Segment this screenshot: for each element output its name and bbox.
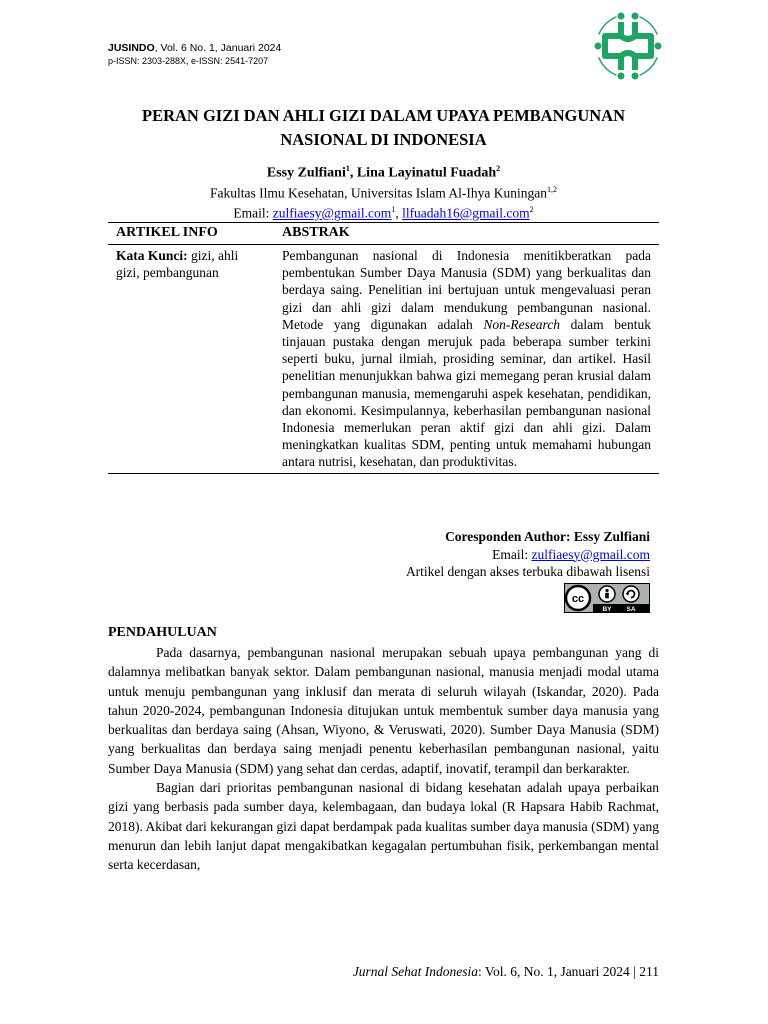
affiliation — [108, 185, 659, 202]
cc-label-sa: SA — [626, 605, 636, 613]
author-separator: , — [349, 165, 357, 181]
footer-journal: Jurnal Sehat Indonesia — [352, 964, 479, 979]
page-footer — [108, 964, 659, 980]
article-info-heading: ARTIKEL INFO — [116, 225, 218, 240]
affiliation-text: Fakultas Ilmu Kesehatan, Universitas Islam Al-Ihya Kuningan — [209, 185, 548, 201]
abstract-part: dalam bentuk tinjauan pustaka dengan merujuk pada beberapa sumber terkini seperti buku, jurnal ilmiah, prosiding seminar, dan artikel. Hasil penelitian menunjukkan bahwa gizi memegang peran krusial dalam pembangunan manusia, memengaruhi aspek kesehatan, pendidikan, dan ekonomi. Kesimpulannya, keberhasilan pembangunan nasional Indonesia memerlukan peran aktif gizi dan ahli gizi. Dalam meningkatkan kualitas SDM, penting untuk memahami hubungan antara nutrisi, kesehatan, dan produktivitas. — [282, 316, 651, 470]
sa-icon — [623, 586, 639, 602]
author-affil-mark: 1 — [345, 164, 350, 173]
keywords-list: gizi, ahli gizi, pembangunan — [116, 248, 239, 281]
journal-issue: , Vol. 6 No. 1, Januari 2024 — [154, 42, 282, 54]
journal-cross-logo — [588, 6, 668, 86]
journal-header — [108, 42, 281, 68]
abstract-text — [282, 247, 651, 471]
info-table-body — [108, 245, 659, 473]
paragraph: Pada dasarnya, pembangunan nasional merupakan sebuah upaya pembangunan yang di dalamnya melibatkan banyak sektor. Dalam pembangunan nasional, manusia menjadi modal utama untuk menuju pembangunan yang inklusif dan merata di seluruh wilayah (Iskandar, 2020). Pada tahun 2020-2024, pembangunan Indonesia ditujukan untuk membentuk sumber daya manusia yang berkualitas dan berdaya saing (Ahsan, Wiyono, & Veruswati, 2020). Sumber Daya Manusia (SDM) yang berkualitas dan berdaya saing menjadi penentu keberhasilan pembangunan nasional, yaitu Sumber Daya Manusia (SDM) yang sehat dan cerdas, adaptif, inovatif, terampil dan berkarakter. — [108, 645, 659, 776]
info-table-header — [108, 223, 659, 245]
correspondence-email — [108, 546, 650, 564]
journal-name: JUSINDO — [108, 42, 155, 54]
keywords — [108, 247, 282, 471]
author-list — [108, 164, 659, 182]
abstract-heading: ABSTRAK — [282, 225, 350, 240]
svg-text:cc: cc — [571, 592, 585, 605]
footer-issue: : Vol. 6, No. 1, Januari 2024 | — [478, 964, 640, 979]
journal-citation — [108, 42, 281, 55]
article-info-table — [108, 222, 659, 474]
body-text — [108, 643, 659, 875]
correspondence-email-link[interactable]: zulfiaesy@gmail.com — [531, 546, 650, 562]
article-title: PERAN GIZI DAN AHLI GIZI DALAM UPAYA PEMBANGUNAN NASIONAL DI INDONESIA — [142, 106, 625, 149]
corresponding-author: Coresponden Author: Essy Zulfiani — [445, 529, 650, 544]
correspondence-block — [108, 528, 650, 617]
email-separator: , — [395, 205, 403, 221]
license-text: Artikel dengan akses terbuka dibawah lisensi — [405, 564, 650, 579]
cc-label-by: BY — [602, 605, 612, 613]
email-link[interactable]: zulfiaesy@gmail.com — [272, 205, 392, 221]
cc-by-sa-badge[interactable] — [564, 583, 650, 613]
paragraph: Bagian dari prioritas pembangunan nasional di bidang kesehatan adalah upaya perbaikan gizi yang berbasis pada sumber daya, kelembagaan, dan budaya lokal (R Hapsara Habib Rachmat, 2018). Akibat dari kekurangan gizi dapat berdampak pada kualitas sumber daya manusia (SDM) yang menurun dan lebih lanjut dapat mengakibatkan kegagalan pertumbuhan fisik, perkembangan mental serta kecerdasan, — [108, 780, 659, 873]
email-label: Email: — [233, 205, 273, 221]
author-emails — [108, 205, 659, 222]
email-mark: 1 — [391, 205, 396, 214]
section-heading: PENDAHULUAN — [108, 625, 217, 640]
author-affil-mark: 2 — [496, 164, 501, 173]
abstract-method: Non-Research — [483, 316, 561, 332]
email-link[interactable]: llfuadah16@gmail.com — [402, 205, 530, 221]
author-name: Lina Layinatul Fuadah — [356, 165, 497, 181]
author-name: Essy Zulfiani — [266, 165, 346, 181]
abstract-part: Pembangunan nasional di Indonesia menitikberatkan pada pembentukan Sumber Daya Manusia (SDM) yang berkualitas dan berdaya saing. Penelitian ini bertujuan untuk mengevaluasi peran gizi dan ahli gizi dalam mendukung pembangunan nasional. Metode yang digunakan adalah — [282, 248, 651, 332]
email-mark: 2 — [529, 205, 534, 214]
affiliation-mark: 1,2 — [547, 185, 558, 194]
page-number: 211 — [639, 964, 659, 979]
email-label: Email: — [492, 546, 532, 562]
keywords-label: Kata Kunci: — [116, 248, 188, 263]
journal-issn: p-ISSN: 2303-288X, e-ISSN: 2541-7207 — [108, 56, 269, 66]
